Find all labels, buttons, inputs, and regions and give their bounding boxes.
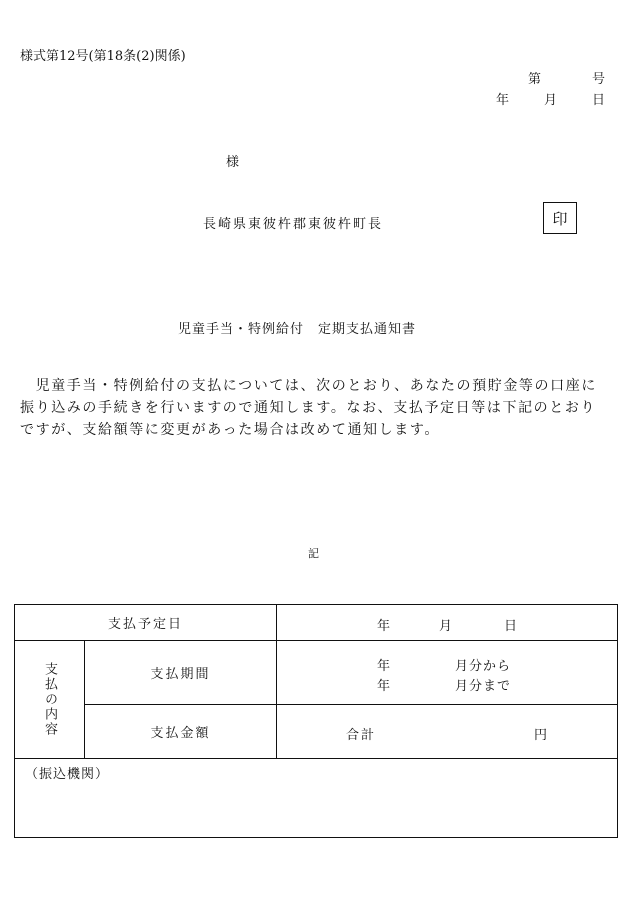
period-label: 支払期間 — [85, 641, 277, 705]
issue-date-year: 年 — [496, 93, 510, 108]
table-row — [15, 705, 618, 759]
body-line: 児童手当・特例給付の支払については、次のとおり、あなたの預貯金等の口座に — [20, 378, 597, 394]
body-line: 振り込みの手続きを行いますので通知します。なお、支払予定日等は下記のとおり — [20, 400, 597, 416]
scheduled-date-value — [277, 605, 618, 641]
table-row — [15, 759, 618, 838]
content-label: 支払の内容 — [42, 662, 57, 737]
period-to-suffix: 月分まで — [455, 678, 512, 694]
total-label: 合計 — [346, 727, 377, 743]
period-to-year: 年 — [377, 678, 391, 694]
issue-date-day: 日 — [592, 93, 606, 108]
scheduled-date-label: 支払予定日 — [15, 605, 277, 641]
doc-number-label: 第 — [528, 72, 542, 87]
issue-date-month: 月 — [544, 93, 558, 108]
period-from-suffix: 月分から — [455, 658, 512, 674]
period-from-year: 年 — [377, 658, 391, 674]
body-line: ですが、支給額等に変更があった場合は改めて通知します。 — [20, 422, 440, 438]
scheduled-day: 日 — [504, 618, 518, 634]
addressee-honorific: 様 — [226, 155, 240, 170]
seal-mark: 印 — [552, 209, 568, 228]
yen-unit: 円 — [534, 727, 548, 743]
official-seal-box — [543, 202, 577, 234]
table-row — [15, 641, 618, 705]
body-paragraph — [20, 375, 616, 441]
bank-label: （振込機関） — [25, 767, 110, 782]
amount-label: 支払金額 — [85, 705, 277, 759]
form-number: 様式第12号(第18条(2)関係) — [20, 49, 186, 64]
table-row — [15, 605, 618, 641]
doc-number-suffix: 号 — [592, 72, 606, 87]
period-value — [277, 641, 618, 705]
bank-cell — [15, 759, 618, 838]
ki-heading: 記 — [308, 547, 319, 560]
scheduled-month: 月 — [439, 618, 453, 634]
amount-value — [277, 705, 618, 759]
payment-table — [14, 604, 618, 838]
scheduled-year: 年 — [377, 618, 391, 634]
document-title: 児童手当・特例給付 定期支払通知書 — [178, 322, 417, 337]
issuer-name: 長崎県東彼杵郡東彼杵町長 — [203, 217, 384, 232]
content-label-cell — [15, 641, 85, 759]
